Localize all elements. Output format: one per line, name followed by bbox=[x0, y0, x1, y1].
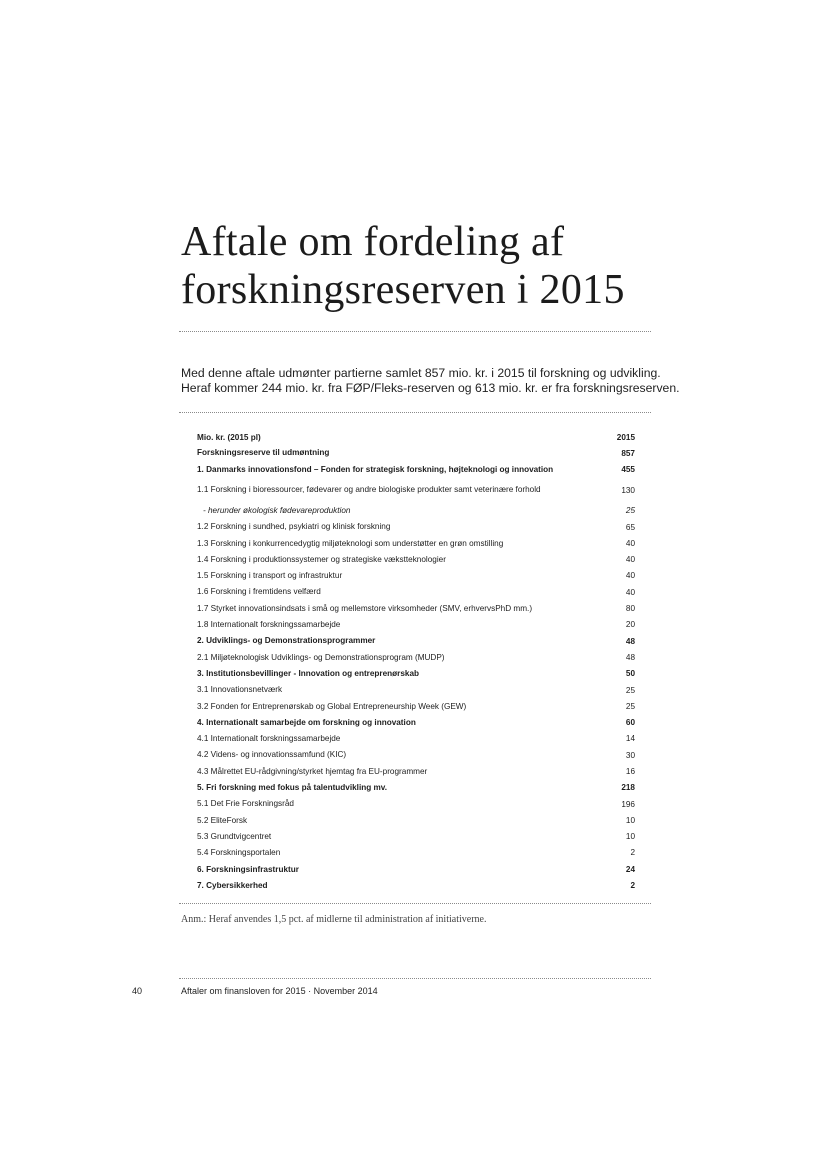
row-label: Forskningsreserve til udmøntning bbox=[197, 448, 330, 458]
table-row bbox=[197, 812, 635, 828]
row-value: 10 bbox=[625, 815, 635, 825]
page-title bbox=[181, 218, 741, 314]
table-row bbox=[197, 666, 635, 682]
table-row bbox=[197, 763, 635, 779]
table-row bbox=[197, 478, 635, 503]
row-label: 2.1 Miljøteknologisk Udviklings- og Demonstrationsprogram (MUDP) bbox=[197, 652, 445, 662]
row-label: 4.2 Videns- og innovationssamfund (KIC) bbox=[197, 750, 347, 760]
page-number: 40 bbox=[132, 986, 143, 996]
row-value: 40 bbox=[625, 587, 635, 597]
row-value: 20 bbox=[625, 620, 635, 630]
row-value: 218 bbox=[621, 783, 635, 793]
row-label: 5.3 Grundtvigcentret bbox=[197, 831, 272, 841]
title-line-2: forskningsreserven i 2015 bbox=[181, 267, 625, 313]
intro-line-2: Heraf kommer 244 mio. kr. fra FØP/Fleks-reserven og 613 mio. kr. er fra forskningsreserven. bbox=[181, 381, 680, 395]
intro-paragraph bbox=[181, 366, 680, 396]
row-label: 3.2 Fonden for Entreprenørskab og Global Entrepreneurship Week (GEW) bbox=[197, 701, 467, 711]
row-value: 65 bbox=[625, 522, 635, 532]
row-label: 5.2 EliteForsk bbox=[197, 815, 248, 825]
table-row bbox=[197, 535, 635, 551]
intro-divider bbox=[179, 412, 651, 413]
table-row bbox=[197, 461, 635, 477]
row-value: 30 bbox=[625, 750, 635, 760]
row-value: 857 bbox=[621, 448, 635, 458]
table-row bbox=[197, 633, 635, 649]
table-header-row bbox=[197, 430, 635, 445]
row-label: - herunder økologisk fødevareproduktion bbox=[203, 505, 351, 515]
row-label: 1.6 Forskning i fremtidens velfærd bbox=[197, 587, 321, 597]
row-value: 2 bbox=[630, 881, 635, 891]
row-value: 25 bbox=[625, 506, 635, 516]
row-label: 1.2 Forskning i sundhed, psykiatri og klinisk forskning bbox=[197, 522, 391, 532]
table-row bbox=[197, 600, 635, 616]
table-bottom-divider bbox=[179, 903, 651, 904]
row-value: 50 bbox=[625, 669, 635, 679]
table-row bbox=[197, 584, 635, 600]
table-row bbox=[197, 780, 635, 796]
table-row bbox=[197, 845, 635, 861]
table-row bbox=[197, 551, 635, 567]
table-row bbox=[197, 649, 635, 665]
row-label: 7. Cybersikkerhed bbox=[197, 880, 268, 890]
table-row bbox=[197, 829, 635, 845]
row-value: 60 bbox=[625, 718, 635, 728]
table-body bbox=[197, 445, 635, 894]
row-label: 6. Forskningsinfrastruktur bbox=[197, 864, 299, 874]
table-row bbox=[197, 568, 635, 584]
table-row bbox=[197, 503, 635, 519]
table-row bbox=[197, 445, 635, 461]
title-line-1: Aftale om fordeling af bbox=[181, 219, 565, 265]
table-row bbox=[197, 796, 635, 812]
row-value: 25 bbox=[625, 701, 635, 711]
row-value: 16 bbox=[625, 766, 635, 776]
table-note: Anm.: Heraf anvendes 1,5 pct. af midlerne til administration af initiativerne. bbox=[181, 914, 487, 925]
row-label: 4. Internationalt samarbejde om forskning og innovation bbox=[197, 717, 416, 727]
row-label: 1.1 Forskning i bioressourcer, fødevarer og andre biologiske produkter samt veterinære forhold bbox=[197, 485, 541, 495]
table-row bbox=[197, 698, 635, 714]
row-label: 5.4 Forskningsportalen bbox=[197, 848, 281, 858]
row-label: 3.1 Innovationsnetværk bbox=[197, 685, 283, 695]
allocation-table bbox=[197, 430, 635, 894]
table-row bbox=[197, 877, 635, 893]
row-value: 40 bbox=[625, 538, 635, 548]
table-row bbox=[197, 731, 635, 747]
row-label: 4.3 Målrettet EU-rådgivning/styrket hjemtag fra EU-programmer bbox=[197, 766, 428, 776]
row-label: 3. Institutionsbevillinger - Innovation og entreprenørskab bbox=[197, 668, 419, 678]
table-row bbox=[197, 682, 635, 698]
row-value: 40 bbox=[625, 571, 635, 581]
row-label: 5.1 Det Frie Forskningsråd bbox=[197, 799, 294, 809]
intro-line-1: Med denne aftale udmønter partierne samlet 857 mio. kr. i 2015 til forskning og udvikling. bbox=[181, 366, 661, 380]
row-value: 196 bbox=[621, 799, 635, 809]
row-label: 2. Udviklings- og Demonstrationsprogrammer bbox=[197, 636, 376, 646]
row-value: 24 bbox=[625, 864, 635, 874]
row-value: 455 bbox=[621, 464, 635, 474]
table-header-label: Mio. kr. (2015 pl) bbox=[197, 432, 261, 442]
row-value: 25 bbox=[625, 685, 635, 695]
row-value: 48 bbox=[625, 636, 635, 646]
row-label: 1.8 Internationalt forskningssamarbejde bbox=[197, 620, 341, 630]
table-row bbox=[197, 747, 635, 763]
row-value: 80 bbox=[625, 604, 635, 614]
table-header-year: 2015 bbox=[616, 433, 635, 442]
table-row bbox=[197, 519, 635, 535]
row-value: 2 bbox=[630, 848, 635, 858]
row-label: 1.5 Forskning i transport og infrastruktur bbox=[197, 571, 343, 581]
title-divider bbox=[179, 331, 651, 332]
row-label: 5. Fri forskning med fokus på talentudvikling mv. bbox=[197, 783, 388, 793]
row-label: 1.3 Forskning i konkurrencedygtig miljøteknologi som understøtter en grøn omstilling bbox=[197, 538, 504, 548]
table-row bbox=[197, 617, 635, 633]
row-label: 1. Danmarks innovationsfond – Fonden for strategisk forskning, højteknologi og innovation bbox=[197, 464, 554, 474]
row-label: 1.7 Styrket innovationsindsats i små og mellemstore virksomheder (SMV, erhvervsPhD mm.) bbox=[197, 603, 533, 613]
row-value: 130 bbox=[621, 485, 635, 495]
footer-text: Aftaler om finansloven for 2015 · November 2014 bbox=[181, 986, 378, 996]
row-label: 1.4 Forskning i produktionssystemer og strategiske vækstteknologier bbox=[197, 554, 446, 564]
footer-divider bbox=[179, 978, 651, 979]
row-label: 4.1 Internationalt forskningssamarbejde bbox=[197, 734, 341, 744]
row-value: 10 bbox=[625, 832, 635, 842]
row-value: 14 bbox=[625, 734, 635, 744]
row-value: 40 bbox=[625, 555, 635, 565]
table-row bbox=[197, 861, 635, 877]
row-value: 48 bbox=[625, 652, 635, 662]
table-row bbox=[197, 714, 635, 730]
